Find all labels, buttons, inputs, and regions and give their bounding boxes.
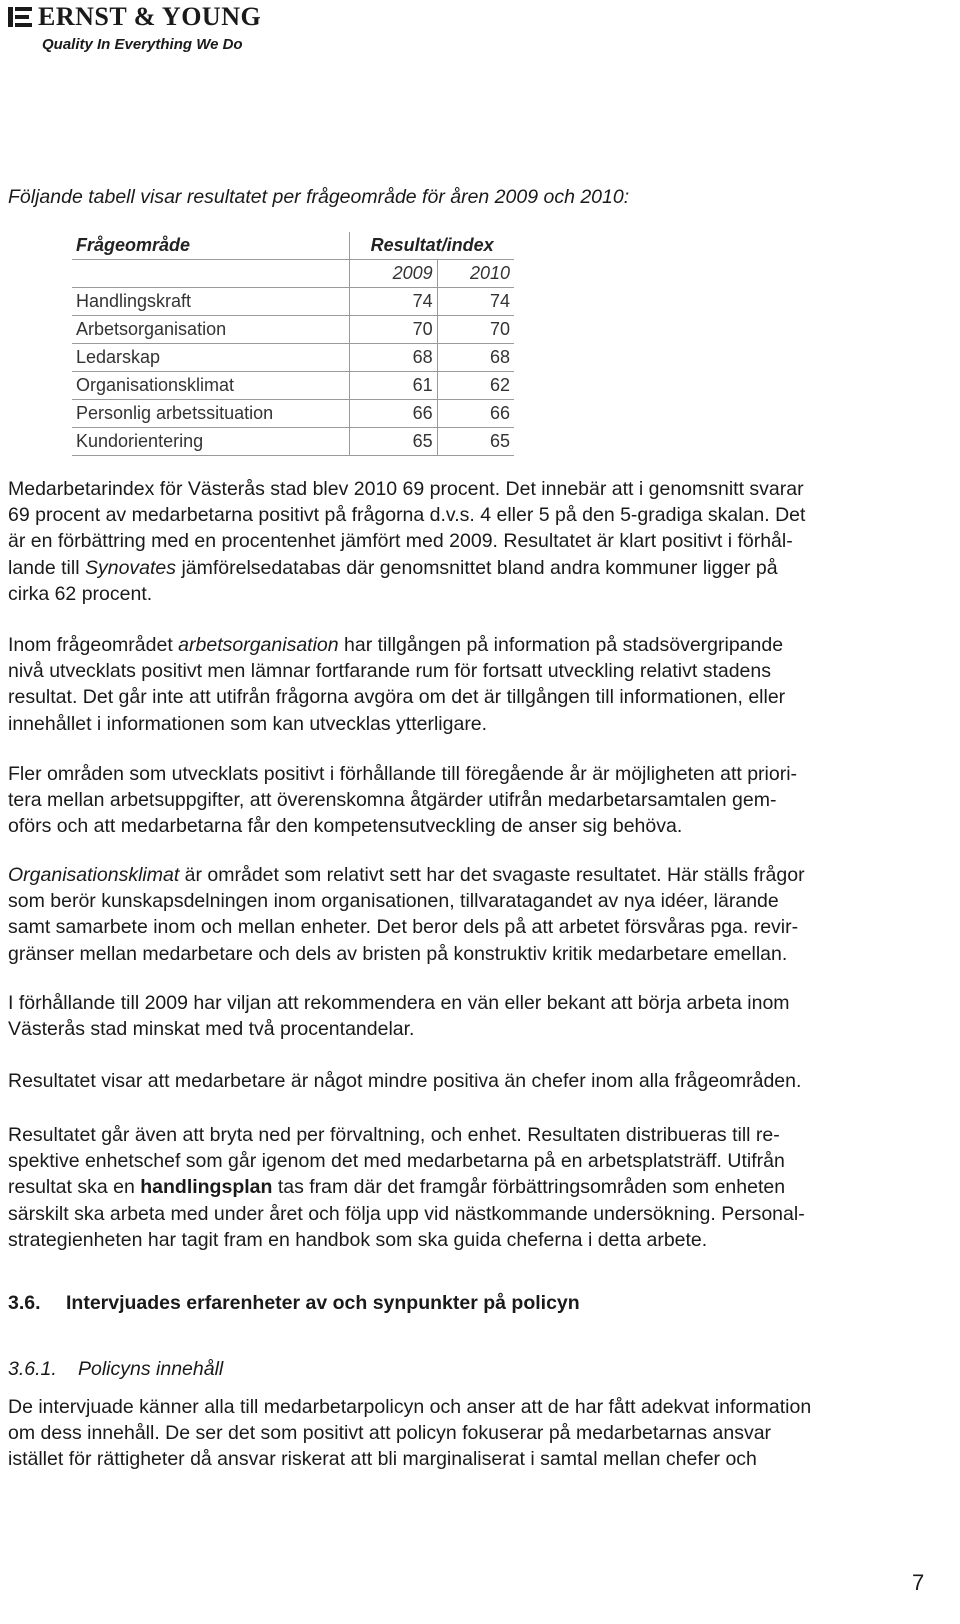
ey-logo-mark-icon bbox=[8, 5, 34, 29]
paragraph-rekommendera: I förhållande till 2009 har viljan att rekommendera en vän eller bekant att börja arbeta inom Västerås stad minskat med två procentandelar. bbox=[8, 992, 790, 1041]
paragraph-fler-omraden: Fler områden som utvecklats positivt i förhållande till föregående år är möjligheten att priori- tera mellan arbetsuppgifter, att överenskomna åtgärder utifrån medarbetarsamtalen gem- oförs och att medarbetarna får den kompetensutveckling de anser sig behöva. bbox=[8, 763, 798, 838]
value-2009: 66 bbox=[350, 400, 437, 428]
table-row bbox=[72, 372, 514, 400]
results-table bbox=[72, 232, 514, 456]
value-2010: 66 bbox=[437, 400, 514, 428]
table-years-row bbox=[72, 260, 514, 288]
value-2009: 65 bbox=[350, 428, 437, 456]
paragraph-organisationsklimat: Organisationsklimat är området som relativt sett har det svagaste resultatet. Här ställs frågor som berör kunskapsdelningen inom organisationen, tillvaratagandet av nya idéer, lärande samt samarbete inom och mellan enheter. Det beror dels på att arbetet försvåras pga. revir- gränser mellan medarbetare och dels av bristen på konstruktiv kritik medarbetare emellan. bbox=[8, 864, 805, 965]
value-2009: 70 bbox=[350, 316, 437, 344]
company-logo bbox=[8, 2, 268, 56]
year-2009: 2009 bbox=[350, 260, 437, 288]
subsection-heading bbox=[8, 1358, 223, 1381]
paragraph-policyns-innehall: De intervjuade känner alla till medarbetarpolicyn och anser att de har fått adekvat information om dess innehåll. De ser det som positivt att policyn fokuserar på medarbetarnas ansvar istället för rättigheter då ansvar riskerat att bli marginaliserat i samtal mellan chefer och bbox=[8, 1396, 812, 1471]
value-2010: 68 bbox=[437, 344, 514, 372]
value-2010: 62 bbox=[437, 372, 514, 400]
value-2010: 74 bbox=[437, 288, 514, 316]
year-2010: 2010 bbox=[437, 260, 514, 288]
logo-name: ERNST & YOUNG bbox=[38, 2, 262, 31]
page-number: 7 bbox=[912, 1570, 925, 1595]
value-2009: 68 bbox=[350, 344, 437, 372]
row-label: Arbetsorganisation bbox=[72, 316, 350, 344]
table-header-row bbox=[72, 232, 514, 260]
row-label: Ledarskap bbox=[72, 344, 350, 372]
paragraph-arbetsorganisation: Inom frågeområdet arbetsorganisation har tillgången på information på stadsövergripande nivå utvecklats positivt men lämnar fortfarande rum för fortsatt utveckling relativt stadens resultat. Det går inte att utifrån frågorna avgöra om det är tillgången till informationen, eller innehållet i informationen som kan utvecklas ytterligare. bbox=[8, 634, 786, 735]
table-row bbox=[72, 288, 514, 316]
col-header-result: Resultat/index bbox=[350, 232, 514, 260]
row-label: Organisationsklimat bbox=[72, 372, 350, 400]
value-2010: 65 bbox=[437, 428, 514, 456]
value-2010: 70 bbox=[437, 316, 514, 344]
row-label: Handlingskraft bbox=[72, 288, 350, 316]
section-number: 3.6. bbox=[8, 1292, 41, 1314]
col-header-area: Frågeområde bbox=[72, 232, 350, 260]
table-row bbox=[72, 400, 514, 428]
paragraph-handlingsplan: Resultatet går även att bryta ned per förvaltning, och enhet. Resultaten distribueras till re- spektive enhetschef som går igenom det med medarbetarna på en arbetsplatsträff. Utifrån resultat ska en handlingsplan tas fram där det framgår förbättringsområden som enheten särskilt ska arbeta med under året och följa upp vid nästkommande undersökning. Personal- strategienheten har tagit fram en handbok som ska guida cheferna i detta arbete. bbox=[8, 1124, 805, 1251]
paragraph-medarbetarindex: Medarbetarindex för Västerås stad blev 2010 69 procent. Det innebär att i genomsnitt svarar 69 procent av medarbetarna positivt på frågorna d.v.s. 4 eller 5 på den 5-gradiga skalan. Det är en förbättring med en procentenhet jämfört med 2009. Resultatet är klart positivt i förhål- lande till Synovates jämförelsedatabas där genomsnittet bland andra kommuner ligger på cirka 62 procent. bbox=[8, 478, 806, 605]
value-2009: 61 bbox=[350, 372, 437, 400]
section-title: Intervjuades erfarenheter av och synpunkter på policyn bbox=[66, 1292, 580, 1314]
logo-tagline: Quality In Everything We Do bbox=[42, 36, 243, 53]
paragraph-chefer: Resultatet visar att medarbetare är något mindre positiva än chefer inom alla frågeområden. bbox=[8, 1070, 802, 1092]
table-row bbox=[72, 344, 514, 372]
subsection-number: 3.6.1. bbox=[8, 1358, 57, 1380]
row-label: Kundorientering bbox=[72, 428, 350, 456]
table-row bbox=[72, 428, 514, 456]
row-label: Personlig arbetssituation bbox=[72, 400, 350, 428]
table-intro: Följande tabell visar resultatet per frågeområde för åren 2009 och 2010: bbox=[8, 186, 630, 208]
section-heading bbox=[8, 1292, 580, 1315]
subsection-title: Policyns innehåll bbox=[78, 1358, 224, 1380]
value-2009: 74 bbox=[350, 288, 437, 316]
table-row bbox=[72, 316, 514, 344]
